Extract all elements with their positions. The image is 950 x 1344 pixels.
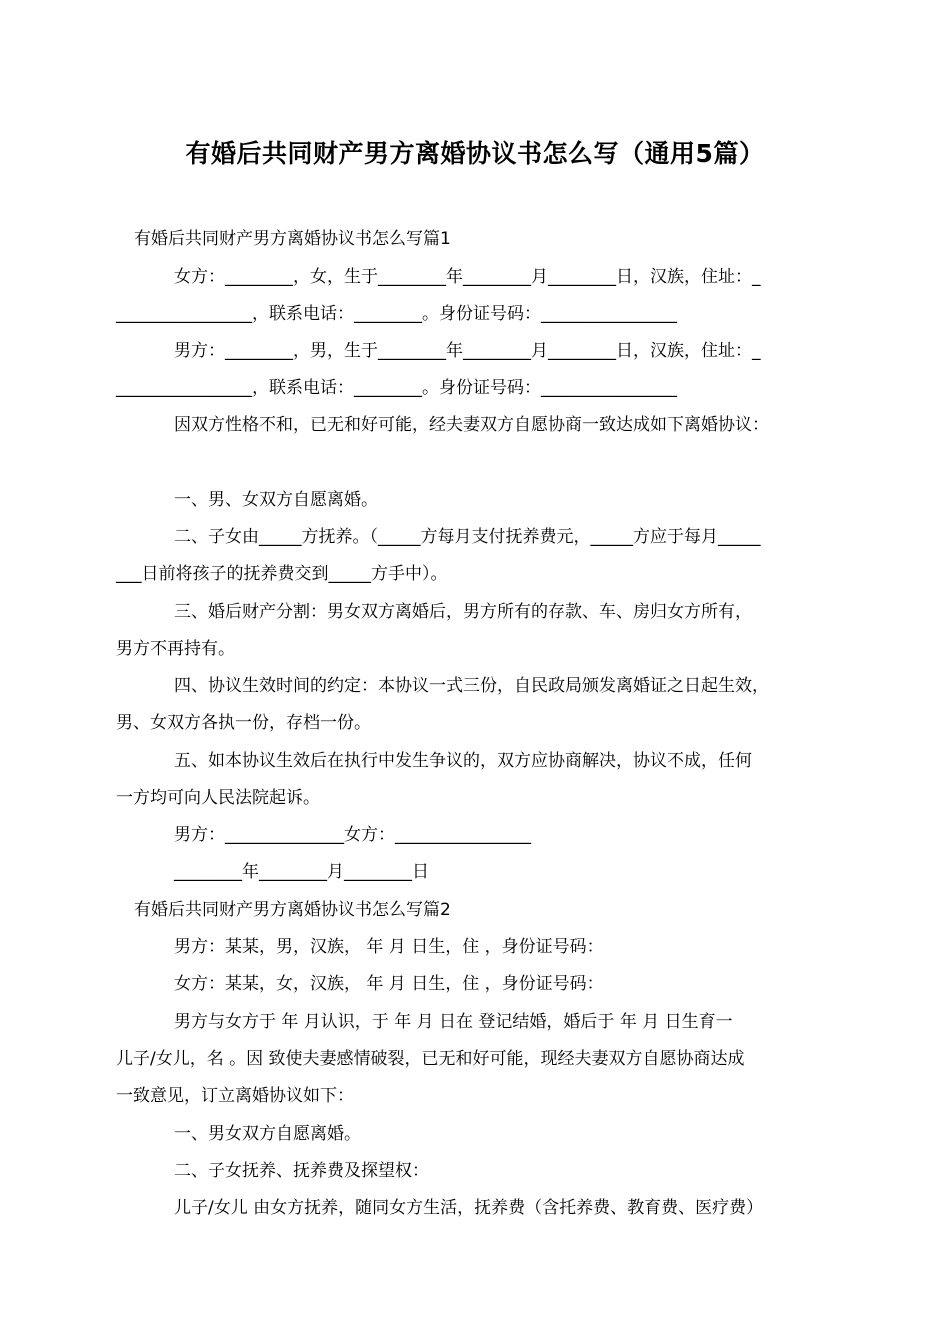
signature-line: 男方：______________女方：________________ xyxy=(174,825,531,845)
date-line: ________年________月________日 xyxy=(174,862,429,882)
paragraph-line: 一致意见，订立离婚协议如下： xyxy=(116,1086,354,1106)
paragraph-line: 男方：某某，男，汉族， 年 月 日生，住 ，身份证号码： xyxy=(174,937,604,957)
paragraph-line: 二、子女抚养、抚养费及探望权： xyxy=(174,1161,429,1181)
paragraph-line: 一、男、女双方自愿离婚。 xyxy=(174,490,378,510)
paragraph-line: 四、协议生效时间的约定：本协议一式三份，自民政局颁发离婚证之日起生效， xyxy=(174,676,769,696)
paragraph-line: 儿子/女儿，名 。因 致使夫妻感情破裂，已无和好可能，现经夫妻双方自愿协商达成 xyxy=(116,1049,745,1069)
paragraph-line: 女方：________，女，生于________年________月________日，汉族，住址：_ xyxy=(174,267,761,287)
paragraph-line: 儿子/女儿 由女方抚养，随同女方生活，抚养费（含托养费、教育费、医疗费） xyxy=(174,1198,764,1218)
paragraph-line: 因双方性格不和，已无和好可能，经夫妻双方自愿协商一致达成如下离婚协议： xyxy=(174,415,769,435)
paragraph-line: 男方：________，男，生于________年________月________日，汉族，住址：_ xyxy=(174,341,761,361)
paragraph-line: ___日前将孩子的抚养费交到_____方手中）。 xyxy=(116,564,448,584)
paragraph-line: 二、子女由_____方抚养。（_____方每月支付抚养费元，_____方应于每月_____ xyxy=(174,527,761,547)
section-heading-2: 有婚后共同财产男方离婚协议书怎么写篇2 xyxy=(134,900,451,920)
paragraph-line: 女方：某某，女，汉族， 年 月 日生，住 ，身份证号码： xyxy=(174,974,604,994)
document-title: 有婚后共同财产男方离婚协议书怎么写（通用5篇） xyxy=(185,139,765,168)
paragraph-line: 一、男女双方自愿离婚。 xyxy=(174,1124,361,1144)
paragraph-line: 五、如本协议生效后在执行中发生争议的，双方应协商解决，协议不成，任何 xyxy=(174,751,752,771)
section-heading-1: 有婚后共同财产男方离婚协议书怎么写篇1 xyxy=(134,229,451,249)
paragraph-line: ________________，联系电话：________。身份证号码：________________ xyxy=(116,378,677,398)
paragraph-line: 男方不再持有。 xyxy=(116,639,235,659)
paragraph-line: 三、婚后财产分割：男女双方离婚后，男方所有的存款、车、房归女方所有， xyxy=(174,602,752,622)
paragraph-line: 一方均可向人民法院起诉。 xyxy=(116,788,320,808)
paragraph-line: 男、女双方各执一份，存档一份。 xyxy=(116,713,371,733)
paragraph-line: 男方与女方于 年 月认识，于 年 月 日在 登记结婚，婚后于 年 月 日生育一 xyxy=(174,1012,733,1032)
paragraph-line: ________________，联系电话：________。身份证号码：________________ xyxy=(116,304,677,324)
